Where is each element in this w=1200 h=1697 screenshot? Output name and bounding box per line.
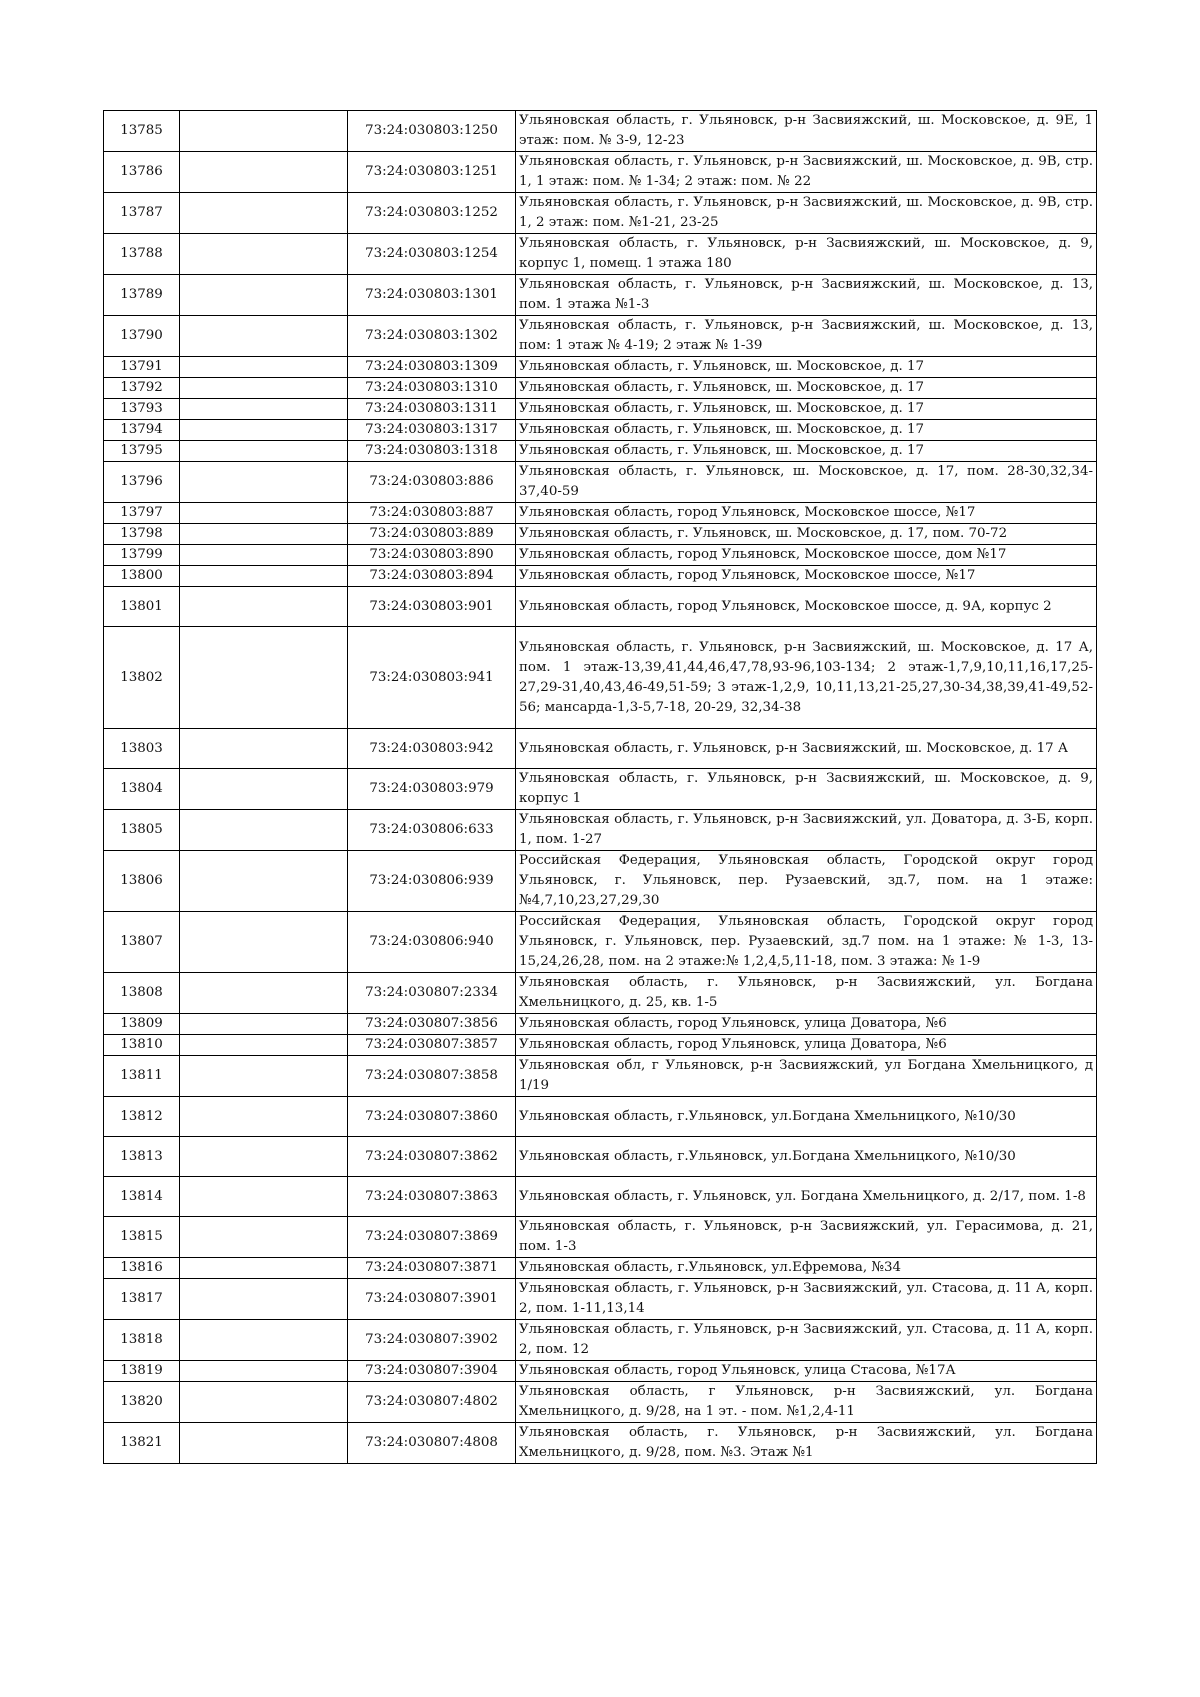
cadastral-number-cell: 73:24:030803:886	[348, 462, 516, 503]
table-row	[104, 152, 1097, 193]
address-cell: Ульяновская область, г. Ульяновск, р-н Засвияжский, ул. Стасова, д. 11 А, корп. 2, пом. 1-11,13,14	[516, 1279, 1097, 1320]
row-number-cell: 13788	[104, 234, 180, 275]
row-number-cell: 13810	[104, 1035, 180, 1056]
row-number-cell: 13785	[104, 111, 180, 152]
empty-cell	[180, 316, 348, 357]
row-number-cell: 13820	[104, 1382, 180, 1423]
cadastral-number-cell: 73:24:030807:3902	[348, 1320, 516, 1361]
table-row	[104, 462, 1097, 503]
address-cell: Российская Федерация, Ульяновская область, Городской округ город Ульяновск, г. Ульяновск, пер. Рузаевский, зд.7 пом. на 1 этаже: № 1-3, 13-15,24,26,28, пом. на 2 этаже:№ 1,2,4,5,11-18, пом. 3 этажа: № 1-9	[516, 912, 1097, 973]
address-cell: Ульяновская область, г. Ульяновск, р-н Засвияжский, ш. Московское, д. 17 А, пом. 1 этаж-13,39,41,44,46,47,78,93-96,103-134; 2 этаж-1,7,9,10,11,16,17,25-27,29-31,40,43,46-49,51-59; 3 этаж-1,2,9, 10,11,13,21-25,27,30-34,38,39,41-49,52-56; мансарда-1,3-5,7-18, 20-29, 32,34-38	[516, 627, 1097, 729]
registry-table	[103, 110, 1097, 1464]
cadastral-number-cell: 73:24:030806:939	[348, 851, 516, 912]
address-cell: Ульяновская область, город Ульяновск, улица Стасова, №17А	[516, 1361, 1097, 1382]
empty-cell	[180, 462, 348, 503]
cadastral-number-cell: 73:24:030806:633	[348, 810, 516, 851]
empty-cell	[180, 1423, 348, 1464]
empty-cell	[180, 729, 348, 769]
table-row	[104, 524, 1097, 545]
address-cell: Ульяновская область, г. Ульяновск, р-н Засвияжский, ул. Стасова, д. 11 А, корп. 2, пом. 12	[516, 1320, 1097, 1361]
address-cell: Ульяновская область, г. Ульяновск, р-н Засвияжский, ш. Московское, д. 17 А	[516, 729, 1097, 769]
row-number-cell: 13806	[104, 851, 180, 912]
table-row	[104, 1137, 1097, 1177]
table-row	[104, 1258, 1097, 1279]
row-number-cell: 13801	[104, 587, 180, 627]
cadastral-number-cell: 73:24:030803:1250	[348, 111, 516, 152]
table-row	[104, 973, 1097, 1014]
empty-cell	[180, 973, 348, 1014]
table-row	[104, 234, 1097, 275]
table-row	[104, 769, 1097, 810]
table-row	[104, 357, 1097, 378]
table-row	[104, 627, 1097, 729]
cadastral-number-cell: 73:24:030807:3901	[348, 1279, 516, 1320]
address-cell: Ульяновская область, город Ульяновск, Московское шоссе, дом №17	[516, 545, 1097, 566]
address-cell: Ульяновская область, г.Ульяновск, ул.Ефремова, №34	[516, 1258, 1097, 1279]
empty-cell	[180, 1056, 348, 1097]
empty-cell	[180, 378, 348, 399]
table-row	[104, 420, 1097, 441]
cadastral-number-cell: 73:24:030807:3871	[348, 1258, 516, 1279]
row-number-cell: 13804	[104, 769, 180, 810]
table-row	[104, 111, 1097, 152]
empty-cell	[180, 587, 348, 627]
row-number-cell: 13803	[104, 729, 180, 769]
empty-cell	[180, 851, 348, 912]
cadastral-number-cell: 73:24:030807:3904	[348, 1361, 516, 1382]
row-number-cell: 13814	[104, 1177, 180, 1217]
cadastral-number-cell: 73:24:030803:1309	[348, 357, 516, 378]
empty-cell	[180, 1382, 348, 1423]
cadastral-number-cell: 73:24:030803:889	[348, 524, 516, 545]
address-cell: Ульяновская область, город Ульяновск, Московское шоссе, д. 9А, корпус 2	[516, 587, 1097, 627]
address-cell: Ульяновская область, г.Ульяновск, ул.Богдана Хмельницкого, №10/30	[516, 1137, 1097, 1177]
row-number-cell: 13817	[104, 1279, 180, 1320]
empty-cell	[180, 234, 348, 275]
row-number-cell: 13792	[104, 378, 180, 399]
table-row	[104, 275, 1097, 316]
cadastral-number-cell: 73:24:030803:901	[348, 587, 516, 627]
table-row	[104, 1361, 1097, 1382]
empty-cell	[180, 420, 348, 441]
address-cell: Ульяновская область, г Ульяновск, р-н Засвияжский, ул. Богдана Хмельницкого, д. 9/28, на 1 эт. - пом. №1,2,4-11	[516, 1382, 1097, 1423]
empty-cell	[180, 566, 348, 587]
table-row	[104, 912, 1097, 973]
address-cell: Ульяновская область, г. Ульяновск, ш. Московское, д. 17	[516, 399, 1097, 420]
table-row	[104, 566, 1097, 587]
address-cell: Ульяновская область, г. Ульяновск, ш. Московское, д. 17	[516, 441, 1097, 462]
cadastral-number-cell: 73:24:030803:1301	[348, 275, 516, 316]
empty-cell	[180, 1137, 348, 1177]
row-number-cell: 13793	[104, 399, 180, 420]
cadastral-number-cell: 73:24:030807:3858	[348, 1056, 516, 1097]
empty-cell	[180, 193, 348, 234]
row-number-cell: 13786	[104, 152, 180, 193]
cadastral-number-cell: 73:24:030803:1310	[348, 378, 516, 399]
table-row	[104, 810, 1097, 851]
empty-cell	[180, 1279, 348, 1320]
empty-cell	[180, 275, 348, 316]
row-number-cell: 13809	[104, 1014, 180, 1035]
empty-cell	[180, 524, 348, 545]
address-cell: Ульяновская область, г. Ульяновск, р-н Засвияжский, ш. Московское, д. 9В, стр. 1, 1 этаж: пом. № 1-34; 2 этаж: пом. № 22	[516, 152, 1097, 193]
table-row	[104, 1320, 1097, 1361]
address-cell: Ульяновская область, г. Ульяновск, р-н Засвияжский, ш. Московское, д. 9, корпус 1, помещ. 1 этажа 180	[516, 234, 1097, 275]
table-row	[104, 1056, 1097, 1097]
row-number-cell: 13796	[104, 462, 180, 503]
address-cell: Ульяновская область, г.Ульяновск, ул.Богдана Хмельницкого, №10/30	[516, 1097, 1097, 1137]
empty-cell	[180, 627, 348, 729]
table-row	[104, 316, 1097, 357]
cadastral-number-cell: 73:24:030807:2334	[348, 973, 516, 1014]
address-cell: Ульяновская область, г. Ульяновск, ул. Богдана Хмельницкого, д. 2/17, пом. 1-8	[516, 1177, 1097, 1217]
table-row	[104, 193, 1097, 234]
address-cell: Российская Федерация, Ульяновская область, Городской округ город Ульяновск, г. Ульяновск, пер. Рузаевский, зд.7, пом. на 1 этаже: №4,7,10,23,27,29,30	[516, 851, 1097, 912]
address-cell: Ульяновская область, город Ульяновск, улица Доватора, №6	[516, 1014, 1097, 1035]
row-number-cell: 13821	[104, 1423, 180, 1464]
cadastral-number-cell: 73:24:030807:4802	[348, 1382, 516, 1423]
cadastral-number-cell: 73:24:030803:894	[348, 566, 516, 587]
cadastral-number-cell: 73:24:030803:1318	[348, 441, 516, 462]
address-cell: Ульяновская область, г. Ульяновск, ш. Московское, д. 17	[516, 357, 1097, 378]
cadastral-number-cell: 73:24:030803:1311	[348, 399, 516, 420]
row-number-cell: 13813	[104, 1137, 180, 1177]
table-row	[104, 587, 1097, 627]
cadastral-number-cell: 73:24:030807:3857	[348, 1035, 516, 1056]
cadastral-number-cell: 73:24:030807:4808	[348, 1423, 516, 1464]
cadastral-number-cell: 73:24:030803:890	[348, 545, 516, 566]
row-number-cell: 13798	[104, 524, 180, 545]
empty-cell	[180, 441, 348, 462]
table-row	[104, 399, 1097, 420]
cadastral-number-cell: 73:24:030803:979	[348, 769, 516, 810]
cadastral-number-cell: 73:24:030803:1317	[348, 420, 516, 441]
cadastral-number-cell: 73:24:030803:941	[348, 627, 516, 729]
empty-cell	[180, 152, 348, 193]
table-row	[104, 1014, 1097, 1035]
row-number-cell: 13819	[104, 1361, 180, 1382]
address-cell: Ульяновская область, г. Ульяновск, р-н Засвияжский, ш. Московское, д. 13, пом. 1 этажа №1-3	[516, 275, 1097, 316]
empty-cell	[180, 1258, 348, 1279]
table-row	[104, 1035, 1097, 1056]
row-number-cell: 13797	[104, 503, 180, 524]
address-cell: Ульяновская область, г. Ульяновск, ш. Московское, д. 17, пом. 28-30,32,34-37,40-59	[516, 462, 1097, 503]
address-cell: Ульяновская область, г. Ульяновск, р-н Засвияжский, ш. Московское, д. 9, корпус 1	[516, 769, 1097, 810]
table-row	[104, 545, 1097, 566]
cadastral-number-cell: 73:24:030807:3869	[348, 1217, 516, 1258]
table-row	[104, 1279, 1097, 1320]
empty-cell	[180, 1014, 348, 1035]
address-cell: Ульяновская область, г. Ульяновск, р-н Засвияжский, ул. Герасимова, д. 21, пом. 1-3	[516, 1217, 1097, 1258]
empty-cell	[180, 1320, 348, 1361]
cadastral-number-cell: 73:24:030807:3863	[348, 1177, 516, 1217]
address-cell: Ульяновская область, г. Ульяновск, р-н Засвияжский, ул. Доватора, д. 3-Б, корп. 1, пом. 1-27	[516, 810, 1097, 851]
row-number-cell: 13802	[104, 627, 180, 729]
row-number-cell: 13808	[104, 973, 180, 1014]
empty-cell	[180, 769, 348, 810]
row-number-cell: 13816	[104, 1258, 180, 1279]
address-cell: Ульяновская область, г. Ульяновск, р-н Засвияжский, ш. Московское, д. 9В, стр. 1, 2 этаж: пом. №1-21, 23-25	[516, 193, 1097, 234]
empty-cell	[180, 912, 348, 973]
cadastral-number-cell: 73:24:030803:1302	[348, 316, 516, 357]
row-number-cell: 13791	[104, 357, 180, 378]
cadastral-number-cell: 73:24:030803:1251	[348, 152, 516, 193]
table-row	[104, 441, 1097, 462]
address-cell: Ульяновская область, город Ульяновск, улица Доватора, №6	[516, 1035, 1097, 1056]
table-row	[104, 1097, 1097, 1137]
row-number-cell: 13790	[104, 316, 180, 357]
table-row	[104, 1423, 1097, 1464]
empty-cell	[180, 1035, 348, 1056]
cadastral-number-cell: 73:24:030807:3856	[348, 1014, 516, 1035]
address-cell: Ульяновская область, г. Ульяновск, р-н Засвияжский, ул. Богдана Хмельницкого, д. 9/28, пом. №3. Этаж №1	[516, 1423, 1097, 1464]
row-number-cell: 13812	[104, 1097, 180, 1137]
address-cell: Ульяновская область, г. Ульяновск, р-н Засвияжский, ш. Московское, д. 9Е, 1 этаж: пом. № 3-9, 12-23	[516, 111, 1097, 152]
cadastral-number-cell: 73:24:030803:1252	[348, 193, 516, 234]
cadastral-number-cell: 73:24:030807:3862	[348, 1137, 516, 1177]
cadastral-number-cell: 73:24:030807:3860	[348, 1097, 516, 1137]
row-number-cell: 13795	[104, 441, 180, 462]
row-number-cell: 13815	[104, 1217, 180, 1258]
empty-cell	[180, 111, 348, 152]
row-number-cell: 13794	[104, 420, 180, 441]
address-cell: Ульяновская область, город Ульяновск, Московское шоссе, №17	[516, 566, 1097, 587]
empty-cell	[180, 399, 348, 420]
empty-cell	[180, 357, 348, 378]
registry-table-body	[104, 111, 1097, 1464]
table-row	[104, 503, 1097, 524]
row-number-cell: 13818	[104, 1320, 180, 1361]
empty-cell	[180, 1361, 348, 1382]
table-row	[104, 851, 1097, 912]
empty-cell	[180, 1217, 348, 1258]
address-cell: Ульяновская область, г. Ульяновск, р-н Засвияжский, ш. Московское, д. 13, пом: 1 этаж № 4-19; 2 этаж № 1-39	[516, 316, 1097, 357]
table-row	[104, 1382, 1097, 1423]
row-number-cell: 13811	[104, 1056, 180, 1097]
empty-cell	[180, 1177, 348, 1217]
empty-cell	[180, 503, 348, 524]
table-row	[104, 1177, 1097, 1217]
cadastral-number-cell: 73:24:030803:942	[348, 729, 516, 769]
cadastral-number-cell: 73:24:030806:940	[348, 912, 516, 973]
address-cell: Ульяновская область, город Ульяновск, Московское шоссе, №17	[516, 503, 1097, 524]
address-cell: Ульяновская область, г. Ульяновск, ш. Московское, д. 17, пом. 70-72	[516, 524, 1097, 545]
address-cell: Ульяновская область, г. Ульяновск, ш. Московское, д. 17	[516, 378, 1097, 399]
row-number-cell: 13805	[104, 810, 180, 851]
cadastral-number-cell: 73:24:030803:887	[348, 503, 516, 524]
address-cell: Ульяновская область, г. Ульяновск, р-н Засвияжский, ул. Богдана Хмельницкого, д. 25, кв. 1-5	[516, 973, 1097, 1014]
table-row	[104, 1217, 1097, 1258]
address-cell: Ульяновская область, г. Ульяновск, ш. Московское, д. 17	[516, 420, 1097, 441]
empty-cell	[180, 545, 348, 566]
row-number-cell: 13789	[104, 275, 180, 316]
row-number-cell: 13787	[104, 193, 180, 234]
table-row	[104, 729, 1097, 769]
row-number-cell: 13800	[104, 566, 180, 587]
address-cell: Ульяновская обл, г Ульяновск, р-н Засвияжский, ул Богдана Хмельницкого, д 1/19	[516, 1056, 1097, 1097]
table-row	[104, 378, 1097, 399]
row-number-cell: 13807	[104, 912, 180, 973]
row-number-cell: 13799	[104, 545, 180, 566]
cadastral-number-cell: 73:24:030803:1254	[348, 234, 516, 275]
empty-cell	[180, 1097, 348, 1137]
empty-cell	[180, 810, 348, 851]
